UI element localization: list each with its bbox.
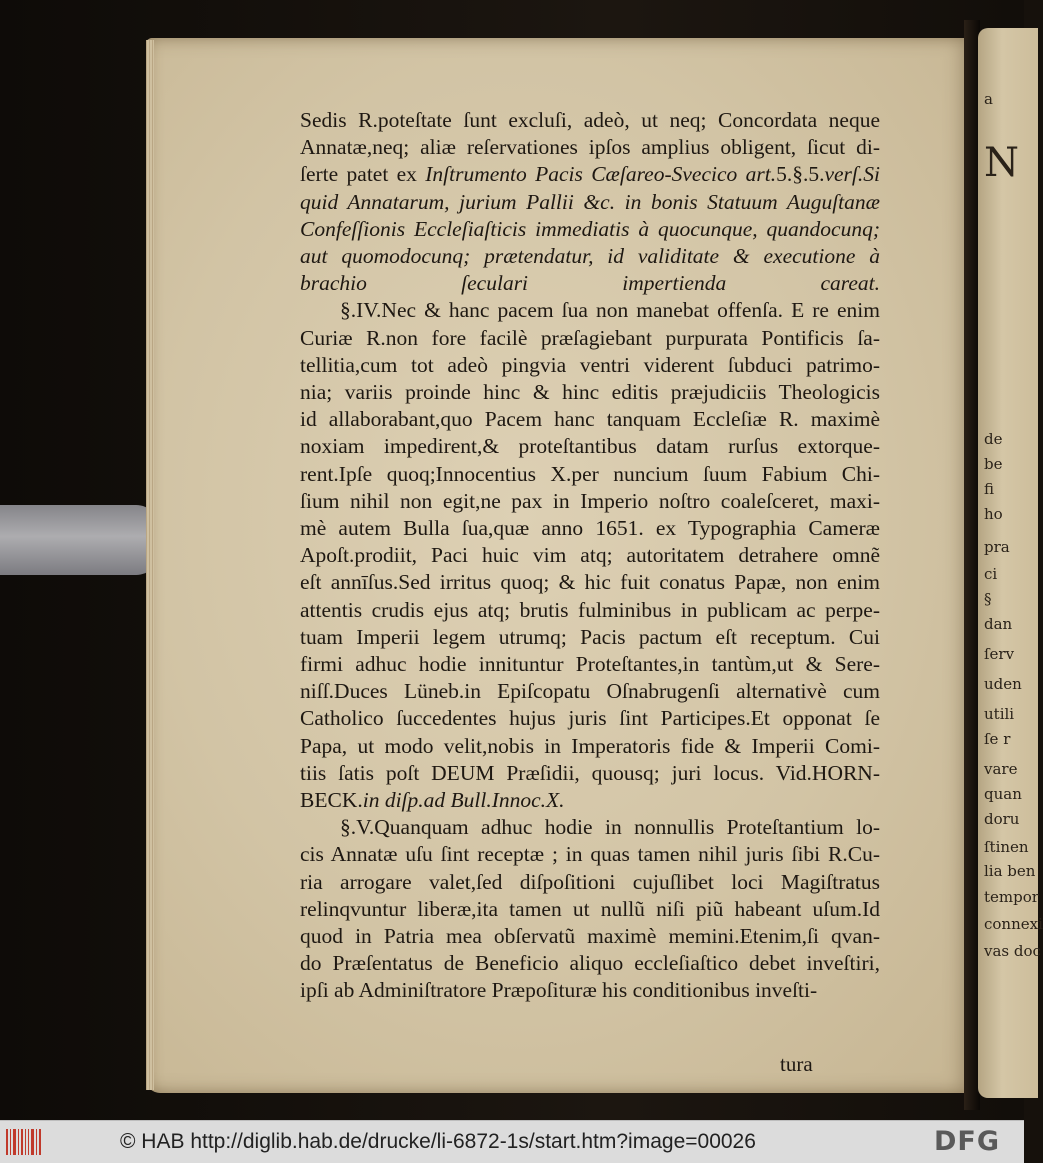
dfg-logo: DFG [934, 1126, 1001, 1157]
text-line [300, 951, 880, 976]
text-span: firmi adhuc hodie innituntur Proteſtantes,in tantùm,ut & Sere- [300, 652, 880, 676]
facing-page-fragment: ſe r [984, 730, 1011, 748]
facing-page-fragment: fi [984, 480, 995, 498]
facing-page-fragment: ci [984, 565, 998, 583]
text-line [300, 652, 880, 677]
facing-page-fragment: tempor [984, 888, 1039, 906]
text-line [300, 162, 880, 187]
facing-page-fragment: connexi [984, 915, 1043, 933]
text-line [300, 516, 880, 541]
facing-page-fragment: doru [984, 810, 1020, 828]
text-line [300, 788, 880, 813]
text-line [340, 298, 880, 323]
text-span: cis Annatæ uſu ſint receptæ ; in quas tamen nihil juris ſibi R.Cu- [300, 842, 880, 867]
facing-page-fragment: uden [984, 675, 1022, 693]
text-span: tiis ſatis poſt DEUM Præſidii, quousq; juri locus. Vid.HORN- [300, 760, 880, 785]
text-line [300, 625, 880, 650]
text-line [300, 407, 880, 432]
text-span: eſt annīſus.Sed irritus quoq; & hic fuit conatus Papæ, non enim [300, 570, 880, 595]
text-line [300, 190, 880, 215]
facing-page [978, 28, 1043, 1098]
text-span: mè autem Bulla ſua,quæ anno 1651. ex Typographia Cameræ [300, 516, 880, 540]
text-span: nia; variis proinde hinc & hinc editis præjudiciis Theologicis [300, 380, 880, 404]
text-line [300, 326, 880, 351]
text-line [300, 870, 880, 895]
catchword: tura [780, 1052, 813, 1076]
text-line [300, 135, 880, 160]
text-line [340, 815, 880, 840]
text-span: Confeſſionis Eccleſiaſticis immediatis à quocunque, quandocunq; [300, 216, 880, 241]
text-line [300, 244, 880, 269]
text-line [300, 598, 880, 623]
text-span: ipſi ab Adminiſtratore Præpoſituræ his conditionibus inveſti- [300, 978, 818, 1003]
text-span: Catholico ſuccedentes hujus juris ſint Participes.Et opponat ſe [300, 706, 880, 731]
text-span: id allaborabant,quo Pacem hanc tanquam Eccleſiæ R. maximè [300, 407, 880, 432]
text-line [300, 679, 880, 704]
text-line [300, 842, 880, 867]
text-line [300, 271, 880, 296]
text-span: brachio ſeculari impertienda careat. [300, 271, 880, 296]
text-line [300, 353, 880, 378]
text-span: rent.Ipſe quoq;Innocentius X.per nuncium ſuum Fabium Chi- [300, 461, 880, 486]
facing-page-fragment: dan [984, 615, 1013, 633]
facing-page-fragment: vare [984, 760, 1018, 778]
text-span: tellitia,cum tot adeò pingvia ventri viderent ſubduci patrimo- [300, 352, 880, 377]
text-span: Curiæ R.non fore facilè præſagiebant purpurata Pontificis ſa- [300, 325, 880, 350]
viewer-footer [0, 1120, 1024, 1163]
text-span: §.V.Quanquam adhuc hodie in nonnullis Proteſtantium lo- [340, 815, 880, 840]
text-span: niſſ.Duces Lüneb.in Epiſcopatu Oſnabrugenſi alternativè cum [300, 679, 880, 704]
text-line [300, 734, 880, 759]
text-span: verſ.Si [824, 162, 880, 187]
facing-page-fragment: be [984, 455, 1003, 473]
text-line [300, 706, 880, 731]
facing-page-fragment: ho [984, 505, 1003, 523]
text-line [300, 108, 880, 133]
text-line [300, 978, 880, 1003]
text-line [300, 489, 880, 514]
text-span: ſerte patet ex [300, 162, 426, 187]
facing-page-fragment: ſtinen [984, 838, 1029, 856]
facing-page-fragment: vas doc [984, 942, 1041, 960]
text-line [300, 761, 880, 786]
text-line [300, 434, 880, 459]
text-span: §.IV.Nec & hanc pacem ſua non manebat offenſa. E re enim [340, 298, 880, 323]
text-span: quid Annatarum, jurium Pallii &c. in bonis Statuum Auguſtanæ [300, 189, 880, 214]
facing-page-fragment: N [984, 140, 1019, 186]
facing-page-fragment: a [984, 90, 993, 108]
page-edge [146, 40, 154, 1090]
facing-page-fragment: pra [984, 538, 1010, 556]
text-span: Apoſt.prodiit, Paci huic vim atq; autoritatem detrahere omnẽ [300, 543, 880, 568]
facing-page-fragment: ſerv [984, 645, 1015, 663]
text-line [300, 924, 880, 949]
hab-barcode-icon [6, 1129, 46, 1155]
text-span: quod in Patria mea obſervatũ maximè memini.Etenim,ſi qvan- [300, 924, 880, 948]
facing-page-fragment: de [984, 430, 1003, 448]
text-span: aut quomodocunq; prætendatur, id validitate & executione à [300, 244, 880, 268]
facing-page-fragment: utili [984, 705, 1015, 723]
facing-page-fragment: quan [984, 785, 1022, 803]
text-line [300, 380, 880, 405]
text-span: Inſtrumento Pacis Cæſareo-Svecico art. [425, 162, 777, 187]
page-marker-strip [0, 505, 160, 575]
text-span: attentis crudis ejus atq; brutis fulminibus in publicam ac perpe- [300, 597, 880, 622]
facing-page-fragment: § [984, 590, 992, 608]
text-span: do Præſentatus de Beneficio aliquo eccleſiaſtico debet inveſtiri, [300, 951, 880, 976]
text-span: 5.§.5. [776, 162, 825, 187]
text-span: relinqvuntur liberæ,ita tamen ut nullũ niſi piũ habeant uſum.Id [300, 896, 880, 921]
text-line [300, 897, 880, 922]
text-span: Sedis R.poteſtate ſunt excluſi, adeò, ut neq; Concordata neque [300, 108, 880, 132]
text-line [300, 217, 880, 242]
text-span: Annatæ,neq; aliæ reſervationes ipſos amplius obligent, ſicut di- [300, 135, 880, 160]
copyright-link[interactable]: © HAB http://diglib.hab.de/drucke/li-6872-1s/start.htm?image=00026 [120, 1130, 756, 1153]
facing-page-fragment: lia ben [984, 862, 1036, 880]
text-span: Papa, ut modo velit,nobis in Imperatoris fide & Imperii Comi- [300, 733, 880, 758]
text-span: ria arrogare valet,ſed diſpoſitioni cujuſlibet loci Magiſtratus [300, 869, 880, 894]
text-span: tuam Imperii legem utrumq; Pacis pactum eſt receptum. Cui [300, 624, 880, 649]
text-span: in diſp.ad Bull.Innoc.X. [362, 788, 565, 812]
text-span: ſium nihil non egit,ne pax in Imperio noſtro coaleſceret, maxi- [300, 488, 880, 513]
text-line [300, 543, 880, 568]
text-span: noxiam impedirent,& proteſtantibus datam rurſus extorque- [300, 434, 880, 459]
text-line [300, 462, 880, 487]
text-span: BECK. [300, 788, 363, 812]
text-line [300, 570, 880, 595]
